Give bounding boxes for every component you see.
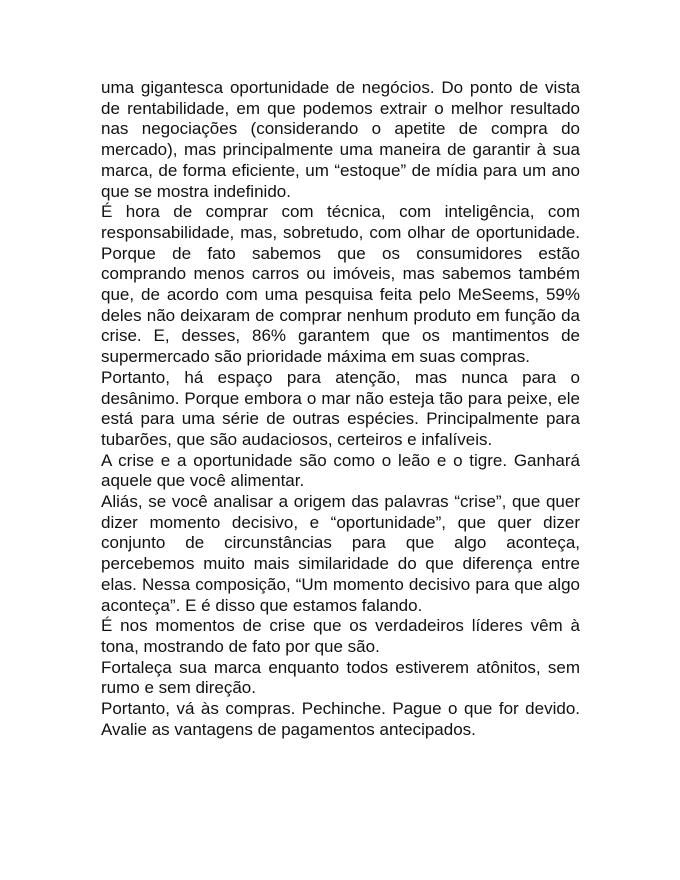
paragraph-4: A crise e a oportunidade são como o leão e o tigre. Ganhará aquele que você alimentar. — [101, 450, 580, 491]
paragraph-3: Portanto, há espaço para atenção, mas nunca para o desânimo. Porque embora o mar não esteja tão para peixe, ele está para uma série de outras espécies. Principalmente para tubarões, que são audaciosos, certeiros e infalíveis. — [101, 367, 580, 449]
paragraph-1: uma gigantesca oportunidade de negócios. Do ponto de vista de rentabilidade, em que podemos extrair o melhor resultado nas negociações (considerando o apetite de compra do mercado), mas principalmente uma maneira de garantir à sua marca, de forma eficiente, um “estoque” de mídia para um ano que se mostra indefinido. — [101, 78, 580, 201]
paragraph-5: Aliás, se você analisar a origem das palavras “crise”, que quer dizer momento decisivo, e “oportunidade”, que quer dizer conjunto de circunstâncias para que algo aconteça, percebemos muito mais similaridade do que diferença entre elas. Nessa composição, “Um momento decisivo para que algo aconteça”. E é disso que estamos falando. — [101, 492, 580, 615]
paragraph-2: É hora de comprar com técnica, com inteligência, com responsabilidade, mas, sobretudo, com olhar de oportunidade. Porque de fato sabemos que os consumidores estão comprando menos carros ou imóveis, mas sabemos também que, de acordo com uma pesquisa feita pelo MeSeems, 59% deles não deixaram de comprar nenhum produto em função da crise. E, desses, 86% garantem que os mantimentos de supermercado são prioridade máxima em suas compras. — [101, 202, 580, 367]
paragraph-7: Fortaleça sua marca enquanto todos estiverem atônitos, sem rumo e sem direção. — [101, 657, 580, 698]
paragraph-6: É nos momentos de crise que os verdadeiros líderes vêm à tona, mostrando de fato por que são. — [101, 616, 580, 656]
document-body — [101, 78, 580, 741]
paragraph-8: Portanto, vá às compras. Pechinche. Pague o que for devido. Avalie as vantagens de pagamentos antecipados. — [101, 699, 580, 739]
